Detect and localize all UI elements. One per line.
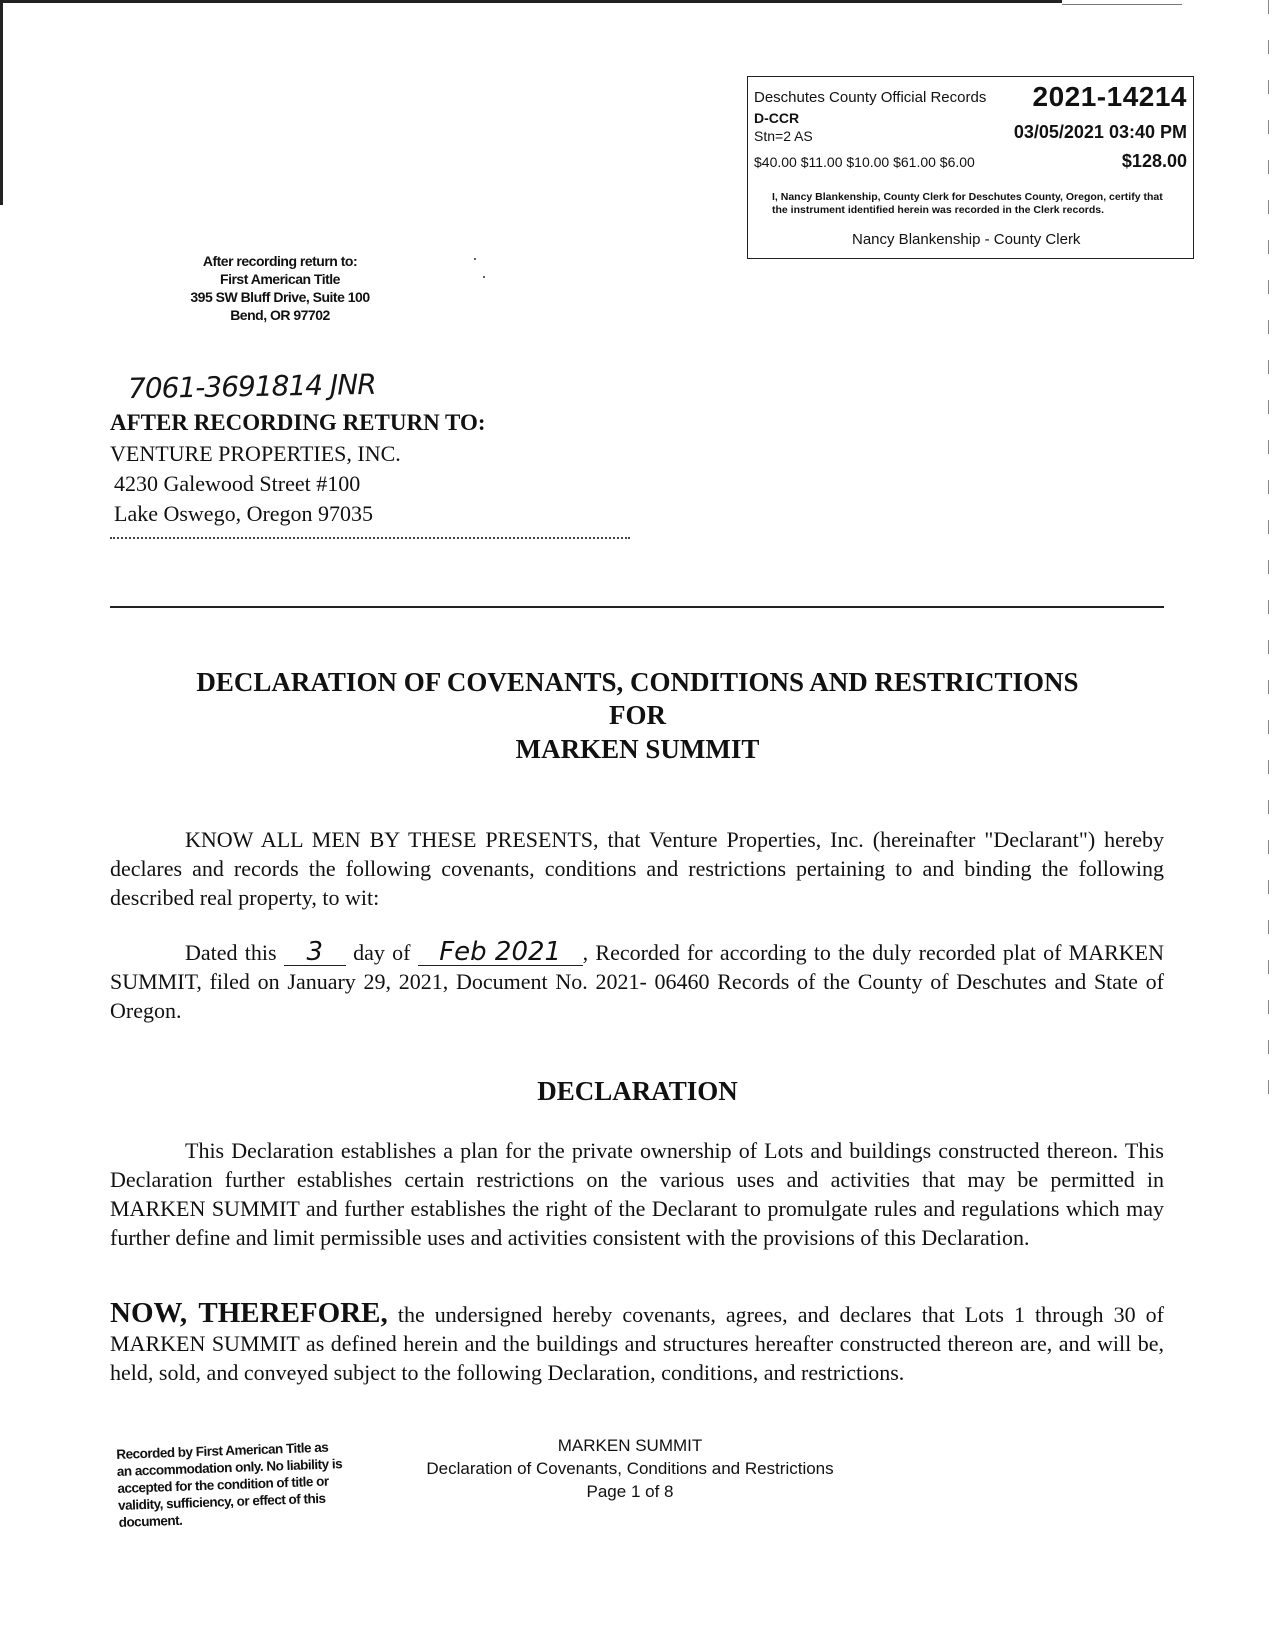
recording-code: D-CCR [754, 110, 800, 126]
recording-number: 2021-14214 [1032, 81, 1187, 112]
recording-datetime: 03/05/2021 03:40 PM [1013, 122, 1187, 142]
scan-edge-top-fragment [1062, 4, 1182, 5]
document-title: DECLARATION OF COVENANTS, CONDITIONS AND RESTRICTIONS [196, 667, 1079, 697]
footer-subdivision: MARKEN SUMMIT [557, 1436, 703, 1455]
declaration-paragraph-text: This Declaration establishes a plan for the private ownership of Lots and buildings constructed thereon. This Declaration further establishes certain restrictions on the various uses and activities that may be permitted in MARKEN SUMMIT and further establishes the right of the Declarant to promulgate rules and regulations which may further define and limit permissible uses and activities consistent with the provisions of this Declaration. [110, 1138, 1164, 1250]
document-title-subdivision: MARKEN SUMMIT [515, 734, 760, 764]
recording-fees: $40.00 $11.00 $10.00 $61.00 $6.00 [754, 154, 975, 170]
dated-paragraph [110, 938, 1164, 1025]
dotted-divider [110, 537, 630, 539]
now-therefore-text [110, 1299, 1164, 1387]
declaration-paragraph [110, 1136, 1164, 1252]
now-therefore-body: the undersigned hereby covenants, agrees, and declares that Lots 1 through 30 of MARKEN SUMMIT as defined herein and the buildings and structures hereafter constructed thereon are, and will be, held, sold, and conveyed subject to the following Declaration, conditions, and restrictions. [110, 1302, 1164, 1385]
recording-stamp-box [747, 76, 1194, 259]
return-stamp-line: 395 SW Bluff Drive, Suite 100 [190, 289, 370, 305]
footer-page-number: Page 1 of 8 [586, 1482, 674, 1501]
county-clerk-name: Nancy Blankenship - County Clerk [852, 231, 1081, 248]
recording-total: $128.00 [1121, 151, 1187, 171]
solid-divider [110, 606, 1164, 608]
footer-document-title: Declaration of Covenants, Conditions and Restrictions [426, 1459, 834, 1478]
intro-paragraph-text: KNOW ALL MEN BY THESE PRESENTS, that Venture Properties, Inc. (hereinafter "Declarant") hereby declares and records the following covenants, conditions and restrictions pertaining to and binding the following described real property, to wit: [110, 827, 1164, 910]
return-company: VENTURE PROPERTIES, INC. [110, 441, 401, 466]
return-street: 4230 Galewood Street #100 [114, 471, 361, 496]
document-title-for: FOR [609, 700, 666, 730]
clerk-certification: I, Nancy Blankenship, County Clerk for Deschutes County, Oregon, certify that the instrument identified herein was recorded in the Clerk records. [772, 191, 1163, 216]
handwritten-order-number: 7061-3691814 JNR [127, 367, 376, 406]
return-stamp-line: After recording return to: [202, 253, 358, 269]
dated-paragraph-text [110, 938, 1164, 1025]
dated-day-field: 3 [284, 939, 346, 966]
dated-prefix: Dated this [185, 940, 277, 965]
scan-edge-right [1268, 0, 1269, 1100]
recording-county-label: Deschutes County Official Records [754, 89, 987, 106]
now-therefore-paragraph [110, 1299, 1164, 1387]
dated-rest: , Recorded for according to the duly recorded plat of MARKEN SUMMIT, filed on January 29, 2021, Document No. 2021- 06460 Records of the County of Deschutes and State of Oregon. [110, 940, 1164, 1023]
scan-edge-top [0, 0, 1062, 3]
recording-station: Stn=2 AS [754, 128, 813, 144]
declaration-heading: DECLARATION [537, 1076, 738, 1106]
after-recording-heading: AFTER RECORDING RETURN TO: [110, 410, 486, 435]
intro-paragraph [110, 825, 1164, 912]
title-company-return-stamp [150, 252, 410, 324]
now-therefore-lead: NOW, THEREFORE, [110, 1297, 388, 1329]
return-city: Lake Oswego, Oregon 97035 [114, 501, 374, 526]
title-company-disclaimer-stamp: Recorded by First American Title as an accommodation only. No liability is accepted for the condition of title or validity, sufficiency, or effect of this document. [116, 1439, 343, 1530]
return-stamp-line: First American Title [220, 271, 340, 287]
dated-month-year-field: Feb 2021 [418, 939, 583, 966]
return-stamp-line: Bend, OR 97702 [230, 307, 330, 323]
scan-edge-left [0, 0, 3, 205]
scan-speck [483, 276, 485, 278]
scan-speck [474, 258, 476, 260]
dated-middle: day of [353, 940, 411, 965]
page-footer [360, 1434, 900, 1503]
